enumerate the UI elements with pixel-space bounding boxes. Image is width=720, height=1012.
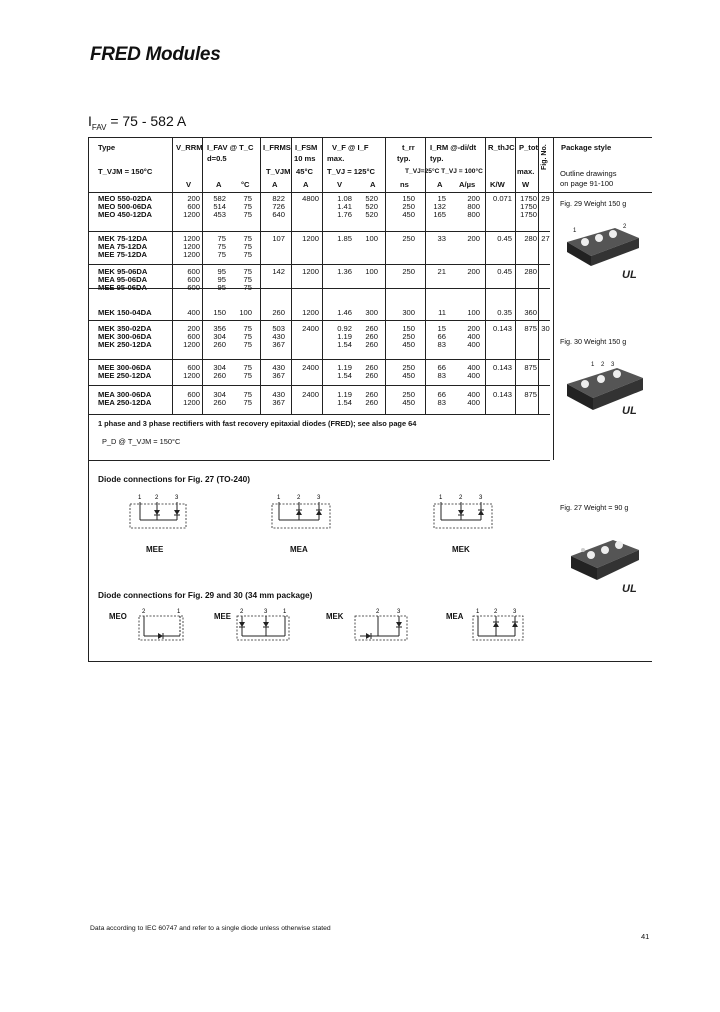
cell-ifav: 304	[213, 390, 226, 399]
diode-connections-34mm-title: Diode connections for Fig. 29 and 30 (34 mm package)	[98, 590, 313, 600]
group-rule-5	[88, 359, 550, 360]
cell-vf: 1.19	[337, 363, 352, 372]
cell-trr: 450	[402, 398, 415, 407]
cell-if: 260	[365, 340, 378, 349]
ifav-value: = 75 - 582 A	[110, 113, 187, 129]
col-sep-vf	[385, 137, 386, 414]
cell-ifsm: 1200	[302, 267, 319, 276]
cell-ifav: 453	[213, 210, 226, 219]
cell-ifav: 304	[213, 332, 226, 341]
cell-irm: 83	[437, 398, 446, 407]
cell-ifsm: 1200	[302, 234, 319, 243]
mea-label: MEA	[290, 545, 308, 554]
svg-text:UL: UL	[622, 269, 637, 281]
header-ifrms-cond: T_VJM	[266, 167, 291, 176]
header-irm-unit: A	[437, 180, 443, 189]
ul-mark-1	[620, 266, 642, 282]
cell-ptot: 360	[524, 308, 537, 317]
cell-didt: 400	[467, 332, 480, 341]
cell-trr: 150	[402, 194, 415, 203]
cell-trr: 150	[402, 324, 415, 333]
mea-pin3: 3	[317, 495, 321, 501]
cell-didt: 800	[467, 202, 480, 211]
cell-irm: 132	[433, 202, 446, 211]
cell-ptot: 280	[524, 267, 537, 276]
header-vf-cond2: T_VJ = 125°C	[327, 167, 375, 176]
cell-irm: 66	[437, 390, 446, 399]
cell-ifsm: 2400	[302, 390, 319, 399]
cell-ifrms: 430	[272, 332, 285, 341]
cell-didt: 400	[467, 371, 480, 380]
cell-if: 260	[365, 390, 378, 399]
header-type-sub: T_VJM = 150°C	[98, 167, 153, 176]
page-number: 41	[641, 932, 650, 941]
header-ifsm-cond2: 45°C	[296, 167, 313, 176]
cell-type: MEA 250-12DA	[98, 398, 152, 407]
cell-tc: 75	[243, 275, 252, 284]
group-rule-2	[88, 264, 550, 265]
cell-vf: 1.85	[337, 234, 352, 243]
cell-vrrm: 600	[187, 390, 200, 399]
cell-type: MEE 95-06DA	[98, 283, 147, 292]
cell-tc: 75	[243, 324, 252, 333]
cell-vf: 1.41	[337, 202, 352, 211]
header-irm: I_RM @-di/dt	[430, 143, 477, 152]
cell-vrrm: 600	[187, 363, 200, 372]
mek-label: MEK	[452, 545, 470, 554]
cell-trr: 250	[402, 267, 415, 276]
ifav-range	[88, 113, 186, 132]
header-didt-unit: A/µs	[459, 180, 476, 189]
cell-trr: 250	[402, 234, 415, 243]
cell-ifrms: 822	[272, 194, 285, 203]
cell-vrrm: 1200	[183, 234, 200, 243]
group-rule-3	[88, 288, 550, 289]
header-vf-unit: V	[337, 180, 343, 189]
header-ifsm-cond1: 10 ms	[294, 154, 316, 163]
cell-trr: 250	[402, 332, 415, 341]
cell-ifav: 514	[213, 202, 226, 211]
cell-ptot: 1750	[520, 202, 537, 211]
cell-rthjc: 0.35	[497, 308, 512, 317]
cell-vrrm: 200	[187, 324, 200, 333]
header-ifav-d: d=0.5	[207, 154, 227, 163]
cell-ifav: 356	[213, 324, 226, 333]
cell-fig: 29	[541, 194, 550, 203]
cell-didt: 200	[467, 324, 480, 333]
header-rthjc: R_thJC	[488, 143, 515, 152]
mea34-pin3: 3	[513, 609, 517, 615]
header-package-style: Package style	[561, 143, 612, 152]
mee-34mm-connection-diagram	[234, 606, 294, 646]
cell-irm: 66	[437, 363, 446, 372]
cell-vf: 1.19	[337, 332, 352, 341]
header-vrrm: V_RRM	[176, 143, 203, 152]
cell-if: 300	[365, 308, 378, 317]
fig30-pin2: 2	[601, 362, 605, 368]
fig30-pin1: 1	[591, 362, 595, 368]
cell-trr: 300	[402, 308, 415, 317]
mek-34mm-connection-diagram	[352, 606, 412, 646]
cell-vf: 1.46	[337, 308, 352, 317]
table-note-2: P_D @ T_VJM = 150°C	[102, 437, 181, 446]
header-package-sub1: Outline drawings	[560, 169, 617, 178]
cell-vrrm: 1200	[183, 371, 200, 380]
mek-connection-diagram	[430, 492, 500, 532]
cell-ifav: 260	[213, 340, 226, 349]
group-rule-4	[88, 320, 550, 321]
mea-34mm-connection-diagram	[470, 606, 530, 646]
fig29-caption: Fig. 29 Weight 150 g	[560, 199, 627, 208]
group-rule-7	[88, 414, 550, 415]
cell-ifav: 260	[213, 371, 226, 380]
cell-ifrms: 726	[272, 202, 285, 211]
cell-vrrm: 1200	[183, 250, 200, 259]
cell-type: MEK 95-06DA	[98, 267, 148, 276]
table-left-edge	[88, 137, 89, 661]
header-vf-if: V_F @ I_F	[332, 143, 369, 152]
cell-didt: 400	[467, 398, 480, 407]
fig27-module-image	[563, 526, 647, 586]
header-ifrms-unit: A	[272, 180, 278, 189]
cell-ifav: 95	[217, 275, 226, 284]
fig30-caption: Fig. 30 Weight 150 g	[560, 337, 627, 346]
cell-didt: 800	[467, 210, 480, 219]
cell-if: 260	[365, 363, 378, 372]
cell-didt: 200	[467, 267, 480, 276]
mek34-pin2: 2	[376, 609, 380, 615]
cell-type: MEA 95-06DA	[98, 275, 148, 284]
cell-type: MEK 75-12DA	[98, 234, 148, 243]
cell-vf: 1.19	[337, 390, 352, 399]
cell-ifsm: 2400	[302, 324, 319, 333]
cell-ifsm: 1200	[302, 308, 319, 317]
header-ifsm: I_FSM	[295, 143, 318, 152]
header-vrrm-unit: V	[186, 180, 192, 189]
header-ptot-unit: W	[522, 180, 530, 189]
mea34-pin2: 2	[494, 609, 498, 615]
cell-didt: 200	[467, 234, 480, 243]
cell-ptot: 875	[524, 390, 537, 399]
cell-ifsm: 2400	[302, 363, 319, 372]
cell-ifav: 75	[217, 234, 226, 243]
cell-type: MEE 300-06DA	[98, 363, 152, 372]
cell-irm: 15	[437, 324, 446, 333]
cell-if: 260	[365, 332, 378, 341]
cell-ptot: 1750	[520, 194, 537, 203]
page-title: FRED Modules	[90, 44, 221, 65]
cell-ifav: 75	[217, 250, 226, 259]
header-package-sub2: on page 91-100	[560, 179, 614, 188]
cell-tc: 75	[243, 267, 252, 276]
header-vf-cond1: max.	[327, 154, 345, 163]
cell-ptot: 875	[524, 363, 537, 372]
mee-connection-diagram	[124, 492, 194, 532]
cell-didt: 400	[467, 390, 480, 399]
header-trr: t_rr	[402, 143, 415, 152]
col-sep-ptot	[538, 137, 539, 414]
col-sep-ifsm	[322, 137, 323, 414]
cell-rthjc: 0.143	[492, 324, 512, 333]
group-rule-1	[88, 231, 550, 232]
cell-if: 520	[365, 194, 378, 203]
fig29-pin1: 1	[573, 228, 577, 234]
ul-mark-3	[620, 580, 642, 596]
cell-tc: 75	[243, 194, 252, 203]
cell-ifav: 75	[217, 242, 226, 251]
header-tc-unit: °C	[241, 180, 250, 189]
cell-ifrms: 430	[272, 363, 285, 372]
cell-vrrm: 1200	[183, 210, 200, 219]
ul-mark-2	[620, 402, 642, 418]
cell-if: 100	[365, 267, 378, 276]
cell-trr: 450	[402, 371, 415, 380]
cell-ifrms: 367	[272, 340, 285, 349]
table-note-1: 1 phase and 3 phase rectifiers with fast recovery epitaxial diodes (FRED); see also page 64	[98, 419, 417, 428]
meo-connection-diagram	[136, 606, 188, 646]
cell-vrrm: 400	[187, 308, 200, 317]
header-trr-cond: typ.	[397, 154, 411, 163]
cell-didt: 400	[467, 340, 480, 349]
mea-pin2: 2	[297, 495, 301, 501]
cell-tc: 75	[243, 202, 252, 211]
cell-vf: 1.36	[337, 267, 352, 276]
cell-rthjc: 0.45	[497, 267, 512, 276]
cell-tc: 75	[243, 398, 252, 407]
cell-tc: 75	[243, 250, 252, 259]
header-ifav-tc: I_FAV @ T_C	[207, 143, 254, 152]
mek34-pin3: 3	[397, 609, 401, 615]
cell-rthjc: 0.143	[492, 390, 512, 399]
cell-vrrm: 600	[187, 275, 200, 284]
cell-tc: 75	[243, 242, 252, 251]
cell-irm: 33	[437, 234, 446, 243]
mek-pin2: 2	[459, 495, 463, 501]
header-ifsm-unit: A	[303, 180, 309, 189]
ifav-symbol: I	[88, 113, 92, 129]
cell-ptot: 1750	[520, 210, 537, 219]
cell-ifav: 260	[213, 398, 226, 407]
meo-pin2: 2	[142, 609, 146, 615]
cell-type: MEK 350-02DA	[98, 324, 152, 333]
svg-text:UL: UL	[622, 405, 637, 417]
cell-ifav: 95	[217, 267, 226, 276]
cell-ifrms: 640	[272, 210, 285, 219]
mea-connection-diagram	[268, 492, 338, 532]
cell-ifrms: 107	[272, 234, 285, 243]
cell-if: 260	[365, 324, 378, 333]
header-ptot: P_tot	[519, 143, 538, 152]
header-if-unit: A	[370, 180, 376, 189]
cell-ptot: 280	[524, 234, 537, 243]
diode-connections-to240-title: Diode connections for Fig. 27 (TO-240)	[98, 474, 250, 484]
meo-pin1: 1	[177, 609, 181, 615]
header-ifav-unit: A	[216, 180, 222, 189]
cell-tc: 75	[243, 363, 252, 372]
cell-type: MEA 75-12DA	[98, 242, 148, 251]
cell-irm: 83	[437, 340, 446, 349]
cell-trr: 450	[402, 210, 415, 219]
cell-vrrm: 1200	[183, 242, 200, 251]
cell-ifrms: 367	[272, 398, 285, 407]
col-sep-ifav	[260, 137, 261, 414]
group-rule-6	[88, 385, 550, 386]
cell-vrrm: 600	[187, 202, 200, 211]
cell-ifav: 95	[217, 283, 226, 292]
col-sep-fig	[553, 137, 554, 460]
cell-vf: 0.92	[337, 324, 352, 333]
cell-vrrm: 200	[187, 194, 200, 203]
cell-if: 260	[365, 398, 378, 407]
cell-tc: 75	[243, 332, 252, 341]
mea34-pin1: 1	[476, 609, 480, 615]
cell-tc: 75	[243, 390, 252, 399]
header-type: Type	[98, 143, 116, 152]
fig29-module-image	[563, 222, 643, 272]
cell-tc: 75	[243, 283, 252, 292]
fig30-pin3: 3	[611, 362, 615, 368]
mea-34mm-label: MEA	[446, 612, 464, 621]
cell-ifav: 304	[213, 363, 226, 372]
cell-trr: 250	[402, 363, 415, 372]
mea-pin1: 1	[277, 495, 281, 501]
cell-ifrms: 367	[272, 371, 285, 380]
mee-pin1: 1	[138, 495, 142, 501]
cell-trr: 250	[402, 390, 415, 399]
mee-34mm-label: MEE	[214, 612, 231, 621]
mee-pin2: 2	[155, 495, 159, 501]
header-rthjc-unit: K/W	[490, 180, 505, 189]
note-rule	[88, 460, 550, 461]
cell-ifav: 582	[213, 194, 226, 203]
cell-type: MEO 500-06DA	[98, 202, 153, 211]
cell-vrrm: 600	[187, 267, 200, 276]
cell-vf: 1.54	[337, 340, 352, 349]
cell-type: MEE 75-12DA	[98, 250, 147, 259]
header-ptot-cond: max.	[517, 167, 535, 176]
cell-vf: 1.08	[337, 194, 352, 203]
header-irm-cond1: typ.	[430, 154, 444, 163]
cell-type: MEO 450-12DA	[98, 210, 153, 219]
cell-irm: 66	[437, 332, 446, 341]
fig29-pin2: 2	[623, 224, 627, 230]
cell-vrrm: 600	[187, 283, 200, 292]
cell-type: MEK 150-04DA	[98, 308, 152, 317]
meo-label: MEO	[109, 612, 127, 621]
mee34-pin2: 2	[240, 609, 244, 615]
cell-ifrms: 260	[272, 308, 285, 317]
cell-vf: 1.54	[337, 398, 352, 407]
mek-pin1: 1	[439, 495, 443, 501]
cell-irm: 11	[438, 308, 446, 317]
mee-pin3: 3	[175, 495, 179, 501]
cell-ifsm: 4800	[302, 194, 319, 203]
cell-irm: 83	[437, 371, 446, 380]
header-ifrms: I_FRMS	[263, 143, 291, 152]
cell-rthjc: 0.45	[497, 234, 512, 243]
cell-trr: 450	[402, 340, 415, 349]
cell-irm: 15	[437, 194, 446, 203]
svg-text:UL: UL	[622, 583, 637, 595]
cell-type: MEK 300-06DA	[98, 332, 152, 341]
table-bottom-rule	[88, 661, 652, 662]
cell-type: MEO 550-02DA	[98, 194, 153, 203]
cell-didt: 200	[467, 194, 480, 203]
cell-tc: 75	[243, 340, 252, 349]
cell-if: 520	[365, 202, 378, 211]
cell-vrrm: 1200	[183, 340, 200, 349]
cell-tc: 75	[243, 371, 252, 380]
cell-ifrms: 503	[272, 324, 285, 333]
cell-didt: 100	[467, 308, 480, 317]
cell-vf: 1.76	[337, 210, 352, 219]
cell-vf: 1.54	[337, 371, 352, 380]
mee34-pin1: 1	[283, 609, 287, 615]
cell-trr: 250	[402, 202, 415, 211]
cell-ifrms: 142	[272, 267, 285, 276]
cell-type: MEA 300-06DA	[98, 390, 152, 399]
cell-irm: 165	[433, 210, 446, 219]
cell-rthjc: 0.143	[492, 363, 512, 372]
mee34-pin3: 3	[264, 609, 268, 615]
cell-rthjc: 0.071	[492, 194, 512, 203]
cell-fig: 30	[541, 324, 550, 333]
cell-if: 260	[365, 371, 378, 380]
fig27-caption: Fig. 27 Weight = 90 g	[560, 503, 629, 512]
cell-if: 520	[365, 210, 378, 219]
mek-pin3: 3	[479, 495, 483, 501]
header-fig: Fig. No.	[541, 144, 548, 170]
cell-if: 100	[365, 234, 378, 243]
cell-vrrm: 600	[187, 332, 200, 341]
cell-ifav: 150	[213, 308, 226, 317]
cell-fig: 27	[541, 234, 550, 243]
cell-tc: 75	[243, 234, 252, 243]
cell-vrrm: 1200	[183, 398, 200, 407]
ifav-sub: FAV	[91, 122, 107, 132]
mee-label: MEE	[146, 545, 164, 554]
cell-ifrms: 430	[272, 390, 285, 399]
header-irm-cond2: T_VJ=25°C T_VJ = 100°C	[405, 168, 483, 175]
header-trr-unit: ns	[400, 180, 409, 189]
cell-ptot: 875	[524, 324, 537, 333]
cell-type: MEK 250-12DA	[98, 340, 152, 349]
cell-didt: 400	[467, 363, 480, 372]
footnote: Data according to IEC 60747 and refer to a single diode unless otherwise stated	[90, 925, 331, 932]
cell-tc: 100	[239, 308, 252, 317]
cell-type: MEE 250-12DA	[98, 371, 152, 380]
cell-tc: 75	[243, 210, 252, 219]
mek-34mm-label: MEK	[326, 612, 344, 621]
cell-irm: 21	[437, 267, 446, 276]
